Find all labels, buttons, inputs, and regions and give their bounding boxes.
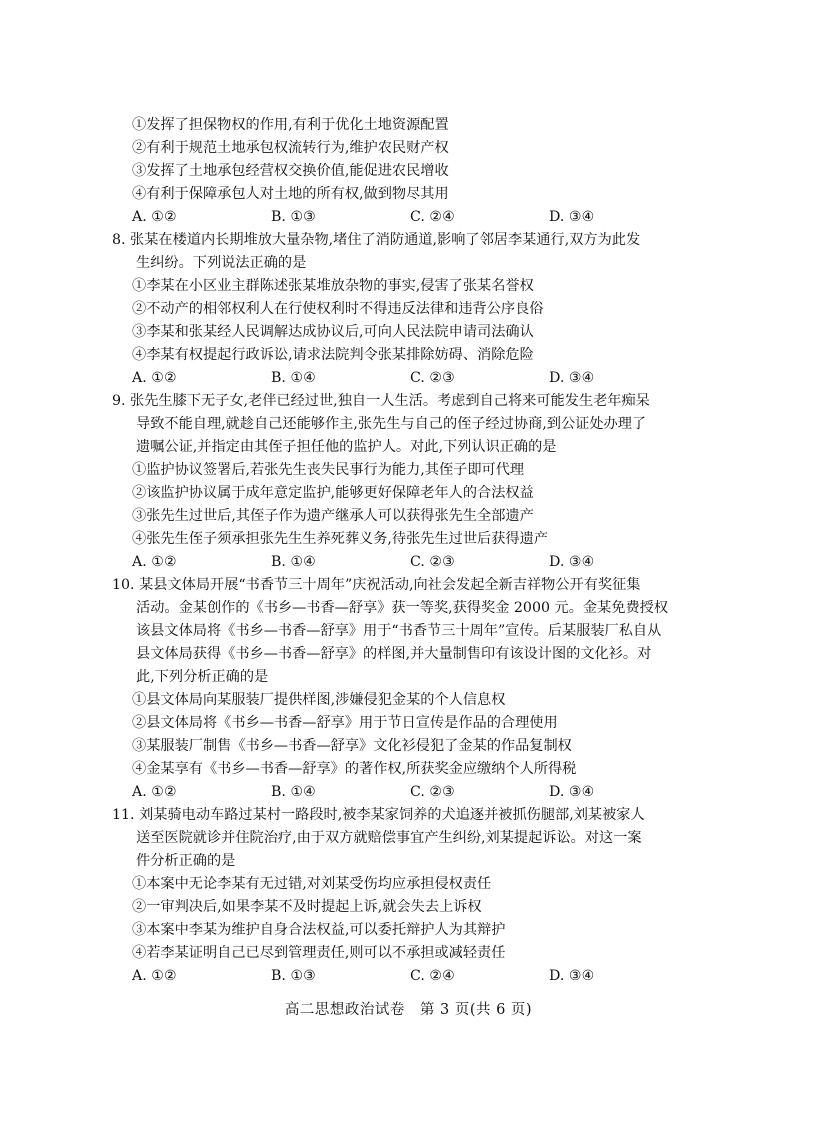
option-4: ④张先生侄子须承担张先生生养死葬义务,待张先生过世后获得遗产 [132,531,548,547]
choice-c: C. ②③ [410,784,455,800]
choice-a: A. ①② [132,370,177,386]
option-2: ②有利于规范土地承包权流转行为,维护农民财产权 [132,140,449,156]
question-stem-line: 8. 张某在楼道内长期堆放大量杂物,堵住了消防通道,影响了邻居李某通行,双方为此发 [112,232,641,248]
question-stem-line: 送至医院就诊并住院治疗,由于双方就赔偿事宜产生纠纷,刘某提起诉讼。对这一案 [136,830,642,846]
option-1: ①县文体局向某服装厂提供样图,涉嫌侵犯金某的个人信息权 [132,692,506,708]
choice-b: B. ①④ [271,784,316,800]
option-2: ②一审判决后,如果李某不及时提起上诉,就会失去上诉权 [132,899,482,915]
option-3: ③发挥了土地承包经营权交换价值,能促进农民增收 [132,163,449,179]
choice-d: D. ③④ [549,554,595,570]
option-1: ①发挥了担保物权的作用,有利于优化土地资源配置 [132,117,449,133]
option-3: ③某服装厂制售《书乡—书香—舒享》文化衫侵犯了金某的作品复制权 [132,738,572,754]
question-stem-line: 11. 刘某骑电动车路过某村一路段时,被李某家饲养的犬追逐并被抓伤腿部,刘某被家人 [112,807,645,823]
question-stem-line: 生纠纷。下列说法正确的是 [136,255,307,271]
question-stem-line: 件分析正确的是 [136,853,236,869]
question-stem-line: 活动。金某创作的《书乡—书香—舒享》获一等奖,获得奖金 2000 元。金某免费授权 [136,600,669,616]
question-8 [112,229,712,390]
option-3: ③张先生过世后,其侄子作为遗产继承人可以获得张先生全部遗产 [132,508,534,524]
option-3: ③李某和张某经人民调解达成协议后,可向人民法院申请司法确认 [132,324,534,340]
option-4: ④若李某证明自己已尽到管理责任,则可以不承担或减轻责任 [132,945,506,961]
question-stem-line: 该县文体局将《书乡—书香—舒享》用于“书香节三十周年”宣传。后某服装厂私自从 [136,623,662,639]
page-content [112,114,712,988]
answer-choices [112,206,712,229]
option-3: ③本案中李某为维护自身合法权益,可以委托辩护人为其辩护 [132,922,506,938]
question-10 [112,574,712,804]
question-stem-line: 9. 张先生膝下无子女,老伴已经过世,独自一人生活。考虑到自己将来可能发生老年痴呆 [112,393,650,409]
question-stem-line: 10. 某县文体局开展“书香节三十周年”庆祝活动,向社会发起全新吉祥物公开有奖征集 [112,577,641,593]
choice-c: C. ②④ [410,968,455,984]
choice-a: A. ①② [132,554,177,570]
question-11 [112,804,712,988]
choice-c: C. ②④ [410,209,455,225]
question-stem-line: 此,下列分析正确的是 [136,669,269,685]
answer-choices [112,367,712,390]
option-1: ①李某在小区业主群陈述张某堆放杂物的事实,侵害了张某名誉权 [132,278,534,294]
choice-d: D. ③④ [549,209,595,225]
answer-choices [112,781,712,804]
option-1: ①监护协议签署后,若张先生丧失民事行为能力,其侄子即可代理 [132,462,525,478]
question-stem-line: 县文体局获得《书乡—书香—舒享》的样图,并大量制售印有该设计图的文化衫。对 [136,646,652,662]
choice-b: B. ①③ [271,968,316,984]
choice-b: B. ①④ [271,554,316,570]
option-4: ④金某享有《书乡—书香—舒享》的著作权,所获奖金应缴纳个人所得税 [132,761,577,777]
question-9 [112,390,712,574]
choice-a: A. ①② [132,209,177,225]
choice-a: A. ①② [132,784,177,800]
option-4: ④李某有权提起行政诉讼,请求法院判令张某排除妨碍、消除危险 [132,347,534,363]
option-2: ②县文体局将《书乡—书香—舒享》用于节日宣传是作品的合理使用 [132,715,558,731]
choice-c: C. ②③ [410,554,455,570]
choice-d: D. ③④ [549,784,595,800]
question-stem-line: 遗嘱公证,并指定由其侄子担任他的监护人。对此,下列认识正确的是 [136,439,557,455]
option-4: ④有利于保障承包人对土地的所有权,做到物尽其用 [132,186,449,202]
choice-b: B. ①④ [271,370,316,386]
page-footer: 高二思想政治试卷 第 3 页(共 6 页) [284,1002,533,1018]
choice-b: B. ①③ [271,209,316,225]
answer-choices [112,551,712,574]
option-2: ②不动产的相邻权利人在行使权利时不得违反法律和违背公序良俗 [132,301,544,317]
choice-a: A. ①② [132,968,177,984]
answer-choices [112,965,712,988]
choice-d: D. ③④ [549,968,595,984]
question-stem-line: 导致不能自理,就趁自己还能够作主,张先生与自己的侄子经过协商,到公证处办理了 [136,416,647,432]
choice-c: C. ②③ [410,370,455,386]
prev-question [112,114,712,229]
option-1: ①本案中无论李某有无过错,对刘某受伤均应承担侵权责任 [132,876,492,892]
choice-d: D. ③④ [549,370,595,386]
option-2: ②该监护协议属于成年意定监护,能够更好保障老年人的合法权益 [132,485,534,501]
